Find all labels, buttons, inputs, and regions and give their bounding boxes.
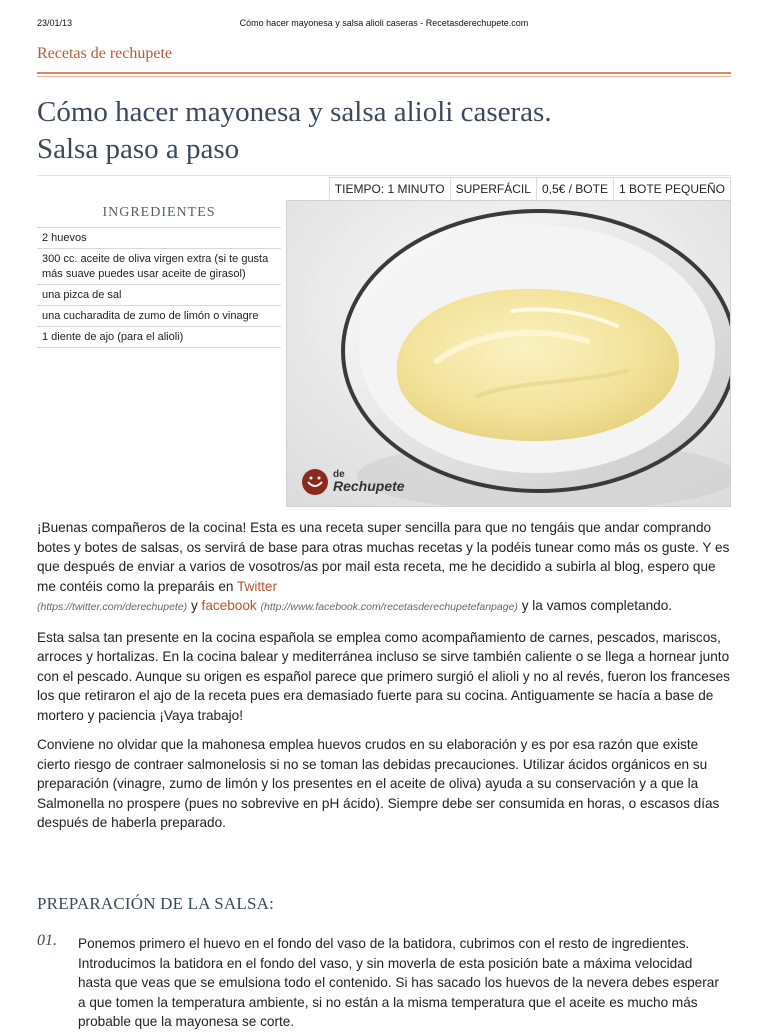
facebook-url: (http://www.facebook.com/recetasderechupetefanpage): [260, 601, 518, 613]
intro-paragraph-2: Esta salsa tan presente en la cocina española se emplea como acompañamiento de carnes, pescados, mariscos, arroces y hortalizas. En la cocina balear y mediterránea incluso se sirve también caliente o se llega a hornear junto con el pescado. Aunque su origen es español parece que primero surgió el alioli y no al revés, fueron los franceses los que retiraron el ajo de la receta pues era demasiado fuerte para su cocina. Antiguamente se hacía a base de mortero y paciencia ¡Vaya trabajo!: [37, 629, 730, 723]
page-title-line2: Salsa paso a paso: [37, 133, 240, 165]
twitter-link[interactable]: Twitter: [236, 578, 278, 594]
site-name-link[interactable]: Recetas de rechupete: [37, 45, 173, 62]
ingredients-panel: [37, 200, 281, 348]
article-body: [37, 518, 731, 843]
ingredient-item: una cucharadita de zumo de limón o vinagre: [37, 306, 281, 327]
intro-paragraph-3: Conviene no olvidar que la mahonesa emplea huevos crudos en su elaboración y es por esa razón que existe cierto riesgo de contraer salmonelosis si no se toman las debidas precauciones. Utilizar ácidos orgánicos en su preparación (vinagre, zumo de limón y los presentes en el aceite de oliva) ayuda a su conservación y a que la Salmonella no prospere (pues no sobrevive en pH ácido). Siempre debe ser consumida en horas, o escasos días después de haberla preparado.: [37, 737, 720, 830]
ingredient-item: 1 diente de ajo (para el alioli): [37, 327, 281, 348]
facebook-link[interactable]: facebook: [201, 598, 257, 613]
meta-cost: 0,5€ / BOTE: [536, 178, 613, 200]
ingredient-item: 300 cc. aceite de oliva virgen extra (si te gusta más suave puedes usar aceite de girasol): [37, 249, 281, 285]
ingredient-item: 2 huevos: [37, 228, 281, 249]
preparation-heading: PREPARACIÓN DE LA SALSA:: [37, 894, 275, 913]
step-text: Ponemos primero el huevo en el fondo del vaso de la batidora, cubrimos con el resto de ingredientes. Introducimos la batidora en el fondo del vaso, y sin moverla de esta posición bate a máxima velocidad hasta que veas que se emulsiona todo el contenido. Si has sacado los huevos de la nevera debes esperar a que tomen la temperatura ambiente, si no están a la misma temperatura que el aceite es mucho más probable que la mayonesa se corte.: [78, 936, 719, 1029]
meta-difficulty: SUPERFÁCIL: [450, 178, 536, 200]
twitter-url: (https://twitter.com/derechupete): [37, 601, 188, 613]
print-date: 23/01/13: [37, 18, 73, 28]
title-divider: [37, 175, 731, 176]
page-title: [37, 94, 727, 168]
meta-time: TIEMPO: 1 MINUTO: [334, 182, 445, 196]
recipe-meta-bar: [329, 177, 731, 200]
step-number: 01.: [37, 932, 57, 949]
meta-yield: 1 BOTE PEQUEÑO: [613, 178, 730, 200]
connector-text: y: [190, 598, 198, 613]
ingredient-item: una pizca de sal: [37, 285, 281, 306]
intro-text-end: y la vamos completando.: [521, 598, 673, 613]
logo-text-de: de: [333, 469, 345, 480]
intro-text: ¡Buenas compañeros de la cocina! Esta es una receta super sencilla para que no tengáis que andar comprando botes y botes de salsas, os servirá de base para otras muchas recetas y la podéis tunear como más os guste. Y es que después de enviar a varios de vosotros/as por mail esta receta, me he decidido a subirla al blog, espero que me contéis como la preparáis en: [37, 520, 730, 594]
ingredients-list: [37, 227, 281, 348]
ingredients-heading: INGREDIENTES: [102, 205, 216, 220]
header-divider: [37, 72, 731, 77]
recipe-photo: [286, 200, 731, 507]
print-page-title: Cómo hacer mayonesa y salsa alioli caseras - Recetasderechupete.com: [239, 18, 529, 28]
print-header: [37, 18, 731, 32]
mayonnaise-bowl-image: [287, 201, 730, 506]
intro-paragraph-1: [37, 518, 731, 618]
logo-text-rechupete: Rechupete: [333, 478, 405, 494]
page-title-line1: Cómo hacer mayonesa y salsa alioli caseras.: [37, 96, 552, 128]
